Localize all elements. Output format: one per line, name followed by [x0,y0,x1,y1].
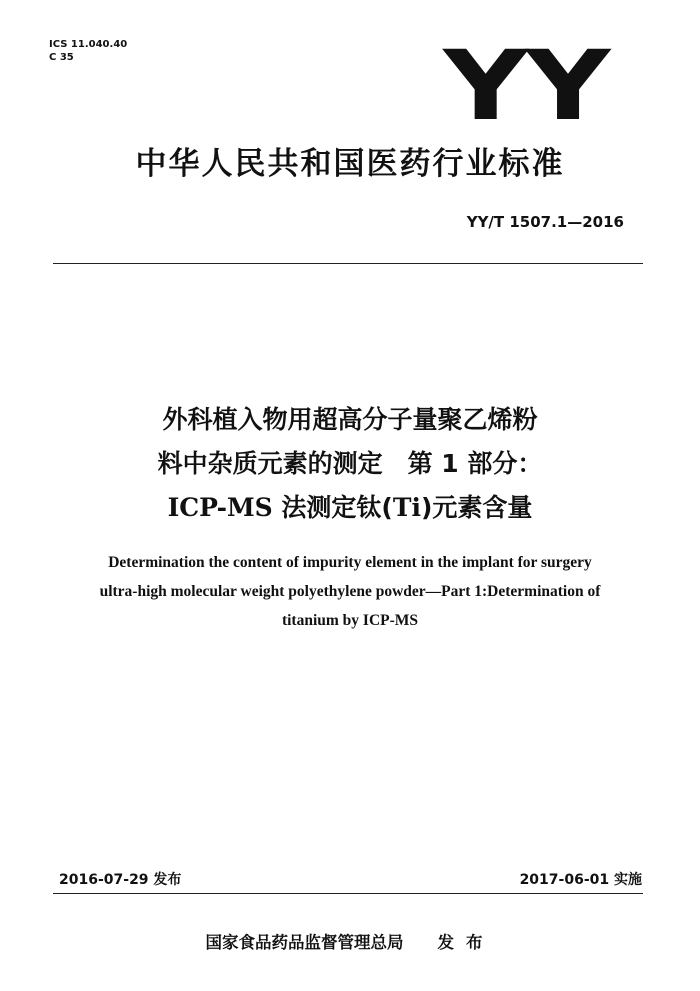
titanium-symbol: Ti [392,493,421,522]
english-title [40,548,660,635]
chinese-title-line-1: 外科植入物用超高分子量聚乙烯粉 [162,405,538,434]
classification-codes [49,38,127,64]
chinese-title-line-3 [0,486,700,530]
bottom-divider [53,893,643,894]
title-method-text: 法测定钛( [272,493,393,522]
title-content-text: )元素含量 [420,493,533,522]
ics-code: ICS 11.040.40 [49,39,128,50]
standard-number: YY/T 1507.1—2016 [466,213,624,231]
english-title-line-3: titanium by ICP-MS [281,612,419,629]
standard-type-heading: 中华人民共和国医药行业标准 [135,146,565,182]
issuer-action: 发布 [437,933,495,952]
ccs-code: C 35 [49,52,74,63]
issuer-name: 国家食品药品监督管理总局 [205,933,404,952]
english-title-line-1: Determination the content of impurity element in the implant for surgery [108,554,592,571]
chinese-title-line-2: 料中杂质元素的测定 第 1 部分： [157,449,543,478]
chinese-title [0,398,700,530]
english-title-line-2: ultra-high molecular weight polyethylene powder—Part 1:Determination of [99,583,601,600]
implementation-date: 2017-06-01 实施 [519,872,642,888]
yy-standard-logo: YY [443,30,608,142]
icp-ms-text: ICP-MS [167,493,273,522]
issuing-authority [0,932,700,954]
top-divider [53,263,643,264]
issue-date: 2016-07-29 发布 [59,872,182,888]
